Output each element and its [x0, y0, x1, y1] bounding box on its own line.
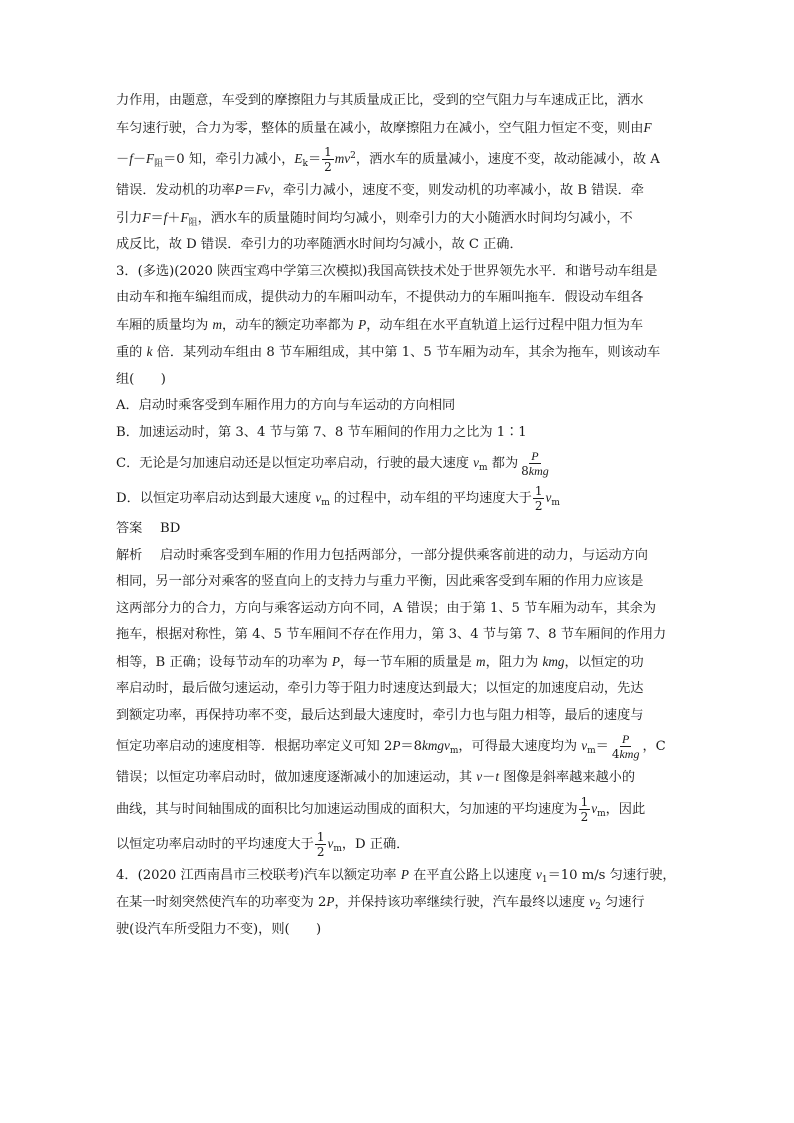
- fraction-p-4kmg: $\frac{P}{\text{4kmg}}$: [611, 732, 640, 761]
- option-d: D．以恒定功率启动达到最大速度 $v_m$ 的过程中，动车组的平均速度大于 $\frac{1}{2}$ $v_m$: [116, 484, 560, 513]
- question-4: 4．(2020 江西南昌市三校联考)汽车以额定功率 P 在平直公路上以速度 $v_1=10$ m/s 匀速行驶， 在某一时刻突然使汽车的功率变为 2P，并保持该功率继续行驶，汽车最终以速度 $v_2$ 匀速行 驶(设汽车所受阻力不变)，则( ): [116, 866, 676, 937]
- answer-line: 答案 BD: [116, 521, 181, 536]
- paragraph-solution-2: 力作用，由题意，车受到的摩擦阻力与其质量成正比，受到的空气阻力与车速成正比，洒水 车匀速行驶，合力为零，整体的质量在减小，故摩擦阻力在减小，空气阻力恒定不变，则由F $-f-F_阻=0$ 知，牵引力减小，$E_k=$ $\frac{1}{2}$ $mv^2$，洒水车的质量减小，速度不变，故动能减小，故 A 错误．发动机的功率P＝Fv，牵引力减小，速度不变，则发动机的功率减小，故 B 错误．牵 引力$F=f+F_阻$，洒水车的质量随时间均匀减小，则牵引力的大小随洒水时间均匀减小，不 成反比，故 D 错误．牵引力的功率随洒水时间均匀减小，故 C 正确．: [116, 93, 660, 252]
- fraction-one-half: $\frac{1}{2}$: [316, 829, 325, 859]
- fraction-one-half: $\frac{1}{2}$: [580, 794, 589, 824]
- document-page: [116, 88, 680, 943]
- question-3: 3．(多选)(2020 陕西宝鸡中学第三次模拟)我国高铁技术处于世界领先水平．和谐号动车组是 由动车和拖车编组而成，提供动力的车厢叫动车，不提供动力的车厢叫拖车．假设动车组各 车厢的质量均为 m，动车的额定功率都为 P，动车组在水平直轨道上运行过程中阻力恒为车 重的 k 倍．某列动车组由 8 节车厢组成，其中第 1、5 节车厢为动车，其余为拖车，则该动车 组( ): [116, 263, 661, 387]
- fraction-p-8kmg: $\frac{P}{\text{8kmg}}$: [521, 449, 549, 478]
- fraction-one-half: $\frac{1}{2}$: [324, 145, 332, 174]
- option-a: A．启动时乘客受到车厢作用力的方向与车运动的方向相同: [116, 398, 456, 413]
- fraction-one-half: $\frac{1}{2}$: [534, 484, 543, 513]
- option-c: C．无论是匀加速启动还是以恒定功率启动，行驶的最大速度 $v_m$ 都为 $\frac{P}{\text{8kmg}}$: [116, 449, 549, 478]
- option-b: B．加速运动时，第 3、4 节与第 7、8 节车厢间的作用力之比为 1∶1: [116, 424, 527, 440]
- analysis: 解析 启动时乘客受到车厢的作用力包括两部分，一部分提供乘客前进的动力，与运动方向 相同，另一部分对乘客的竖直向上的支持力与重力平衡，因此乘客受到车厢的作用力应该是 这两部分力的合力，方向与乘客运动方向不同，A 错误；由于第 1、5 节车厢为动车，其余为 拖车，根据对称性，第 4、5 节车厢间不存在作用力，第 3、4 节与第 7、8 节车厢间的作用力 相等，B 正确；设每节动车的功率为 P，每一节车厢的质量是 m，阻力为 kmg，以恒定的功 率启动时，最后做匀速运动，牵引力等于阻力时速度达到最大；以恒定的加速度启动，先达 到额定功率，再保持功率不变，最后达到最大速度时，牵引力也与阻力相等，最后的速度与 恒定功率启动的速度相等．根据功率定义可知 2P＝8kmgv$_m$，可得最大速度均为 $v_m=$ $\frac{P}{\text{4kmg}}$ ，C 错误；以恒定功率启动时，做加速度逐渐减小的加速运动，其 v－t 图像是斜率越来越小的 曲线，其与时间轴围成的面积比匀加速运动围成的面积大，匀加速的平均速度为 $\frac{1}{2}$ $v_m$，因此 以恒定功率启动时的平均速度大于 $\frac{1}{2}$ $v_m$，D 正确．: [116, 547, 667, 859]
